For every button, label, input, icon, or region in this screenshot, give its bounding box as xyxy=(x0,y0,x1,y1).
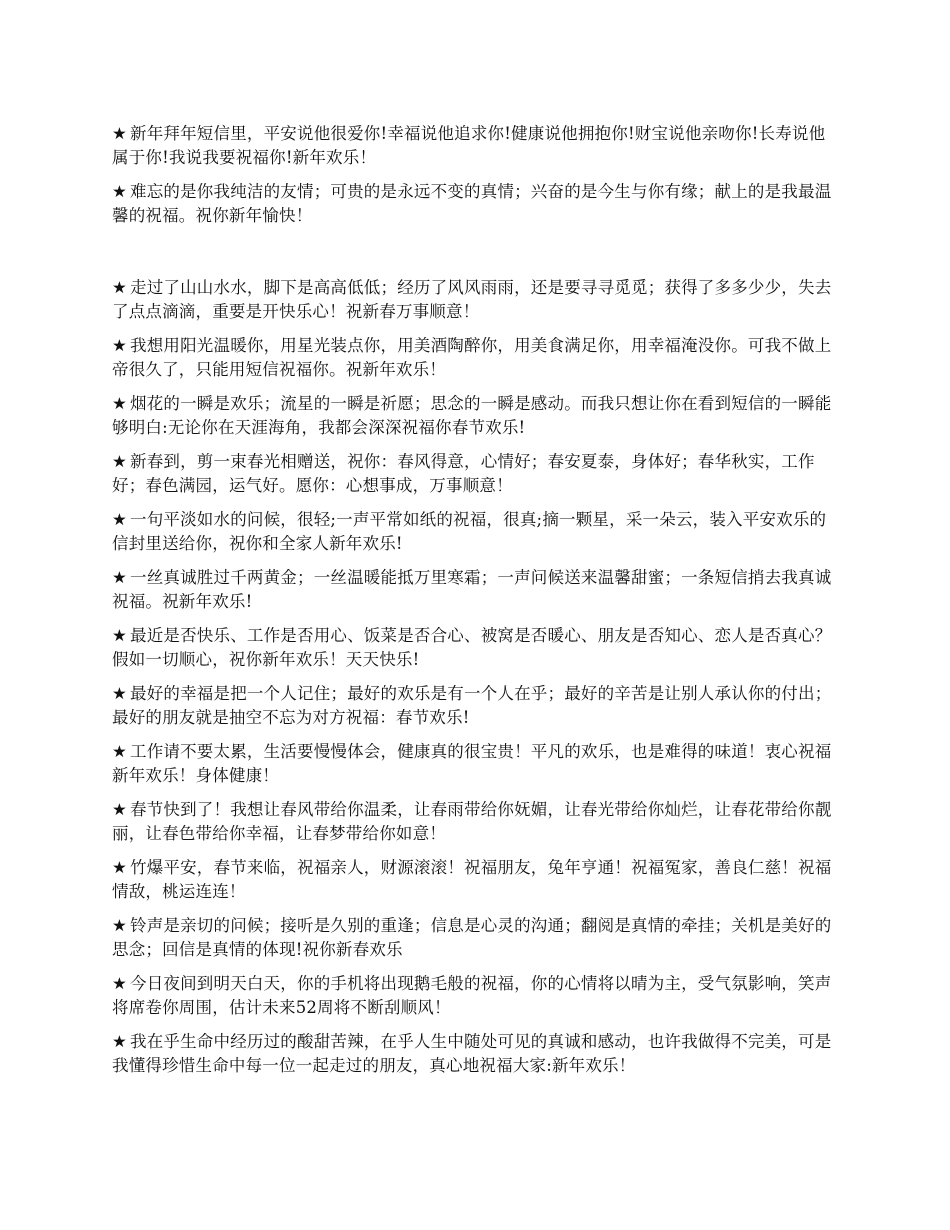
paragraph xyxy=(112,914,836,962)
paragraph xyxy=(112,798,836,846)
star-bullet-icon: ★ xyxy=(112,974,127,993)
paragraph xyxy=(112,1030,836,1078)
paragraph xyxy=(112,508,836,556)
paragraph-text: 春节快到了！我想让春风带给你温柔，让春雨带给你妩媚，让春光带给你灿烂，让春花带给你靓丽，让春色带给你幸福，让春梦带给你如意！ xyxy=(112,800,832,843)
paragraph xyxy=(112,450,836,498)
paragraph xyxy=(112,624,836,672)
paragraph-text: 一丝真诚胜过千两黄金；一丝温暖能抵万里寒霜；一声问候送来温馨甜蜜；一条短信捎去我真诚祝福。祝新年欢乐! xyxy=(112,568,832,611)
star-bullet-icon: ★ xyxy=(112,124,127,143)
paragraph xyxy=(112,682,836,730)
paragraph-text: 最近是否快乐、工作是否用心、饭菜是否合心、被窝是否暖心、朋友是否知心、恋人是否真心？假如一切顺心，祝你新年欢乐！天天快乐! xyxy=(112,626,832,669)
star-bullet-icon: ★ xyxy=(112,916,127,935)
paragraph-group-1 xyxy=(112,122,836,228)
paragraph xyxy=(112,122,836,170)
star-bullet-icon: ★ xyxy=(112,394,127,413)
paragraph-text: 今日夜间到明天白天，你的手机将出现鹅毛般的祝福，你的心情将以晴为主，受气氛影响，笑声将席卷你周围，估计未来52周将不断刮顺风！ xyxy=(112,974,832,1017)
section-gap xyxy=(112,238,836,276)
star-bullet-icon: ★ xyxy=(112,1032,127,1051)
paragraph xyxy=(112,392,836,440)
paragraph-group-2 xyxy=(112,276,836,1078)
star-bullet-icon: ★ xyxy=(112,626,127,645)
paragraph-text: 最好的幸福是把一个人记住；最好的欢乐是有一个人在乎；最好的辛苦是让别人承认你的付出；最好的朋友就是抽空不忘为对方祝福：春节欢乐! xyxy=(112,684,832,727)
paragraph xyxy=(112,334,836,382)
paragraph xyxy=(112,740,836,788)
document-page xyxy=(112,122,836,1088)
star-bullet-icon: ★ xyxy=(112,742,127,761)
paragraph-text: 竹爆平安，春节来临，祝福亲人，财源滚滚！祝福朋友，兔年亨通！祝福冤家，善良仁慈！祝福情敌，桃运连连！ xyxy=(112,858,832,901)
paragraph-text: 我想用阳光温暖你，用星光装点你，用美酒陶醉你，用美食满足你，用幸福淹没你。可我不做上帝很久了，只能用短信祝福你。祝新年欢乐！ xyxy=(112,336,832,379)
paragraph xyxy=(112,276,836,324)
star-bullet-icon: ★ xyxy=(112,858,127,877)
paragraph-text: 新年拜年短信里，平安说他很爱你!幸福说他追求你!健康说他拥抱你!财宝说他亲吻你!长寿说他属于你!我说我要祝福你!新年欢乐！ xyxy=(112,124,826,167)
paragraph-text: 一句平淡如水的问候，很轻;一声平常如纸的祝福，很真;摘一颗星，采一朵云，装入平安欢乐的信封里送给你，祝你和全家人新年欢乐! xyxy=(112,510,827,553)
paragraph xyxy=(112,856,836,904)
star-bullet-icon: ★ xyxy=(112,684,127,703)
paragraph-text: 烟花的一瞬是欢乐；流星的一瞬是祈愿；思念的一瞬是感动。而我只想让你在看到短信的一瞬能够明白:无论你在天涯海角，我都会深深祝福你春节欢乐! xyxy=(112,394,832,437)
paragraph-text: 走过了山山水水，脚下是高高低低；经历了风风雨雨，还是要寻寻觅觅；获得了多多少少，失去了点点滴滴，重要是开快乐心！祝新春万事顺意！ xyxy=(112,278,832,321)
star-bullet-icon: ★ xyxy=(112,568,127,587)
paragraph-text: 我在乎生命中经历过的酸甜苦辣，在乎人生中随处可见的真诚和感动，也许我做得不完美，可是我懂得珍惜生命中每一位一起走过的朋友，真心地祝福大家:新年欢乐！ xyxy=(112,1032,832,1075)
paragraph-text: 工作请不要太累，生活要慢慢体会，健康真的很宝贵！平凡的欢乐，也是难得的味道！衷心祝福新年欢乐！身体健康！ xyxy=(112,742,832,785)
paragraph-text: 难忘的是你我纯洁的友情；可贵的是永远不变的真情；兴奋的是今生与你有缘；献上的是我最温馨的祝福。祝你新年愉快！ xyxy=(112,182,832,225)
paragraph-text: 新春到，剪一束春光相赠送，祝你：春风得意，心情好；春安夏泰，身体好；春华秋实，工作好；春色满园，运气好。愿你：心想事成，万事顺意！ xyxy=(112,452,815,495)
star-bullet-icon: ★ xyxy=(112,278,127,297)
paragraph xyxy=(112,972,836,1020)
paragraph xyxy=(112,566,836,614)
star-bullet-icon: ★ xyxy=(112,182,127,201)
star-bullet-icon: ★ xyxy=(112,336,127,355)
star-bullet-icon: ★ xyxy=(112,510,127,529)
star-bullet-icon: ★ xyxy=(112,800,127,819)
paragraph-text: 铃声是亲切的问候；接听是久别的重逢；信息是心灵的沟通；翻阅是真情的牵挂；关机是美好的思念；回信是真情的体现!祝你新春欢乐 xyxy=(112,916,832,959)
star-bullet-icon: ★ xyxy=(112,452,127,471)
paragraph xyxy=(112,180,836,228)
